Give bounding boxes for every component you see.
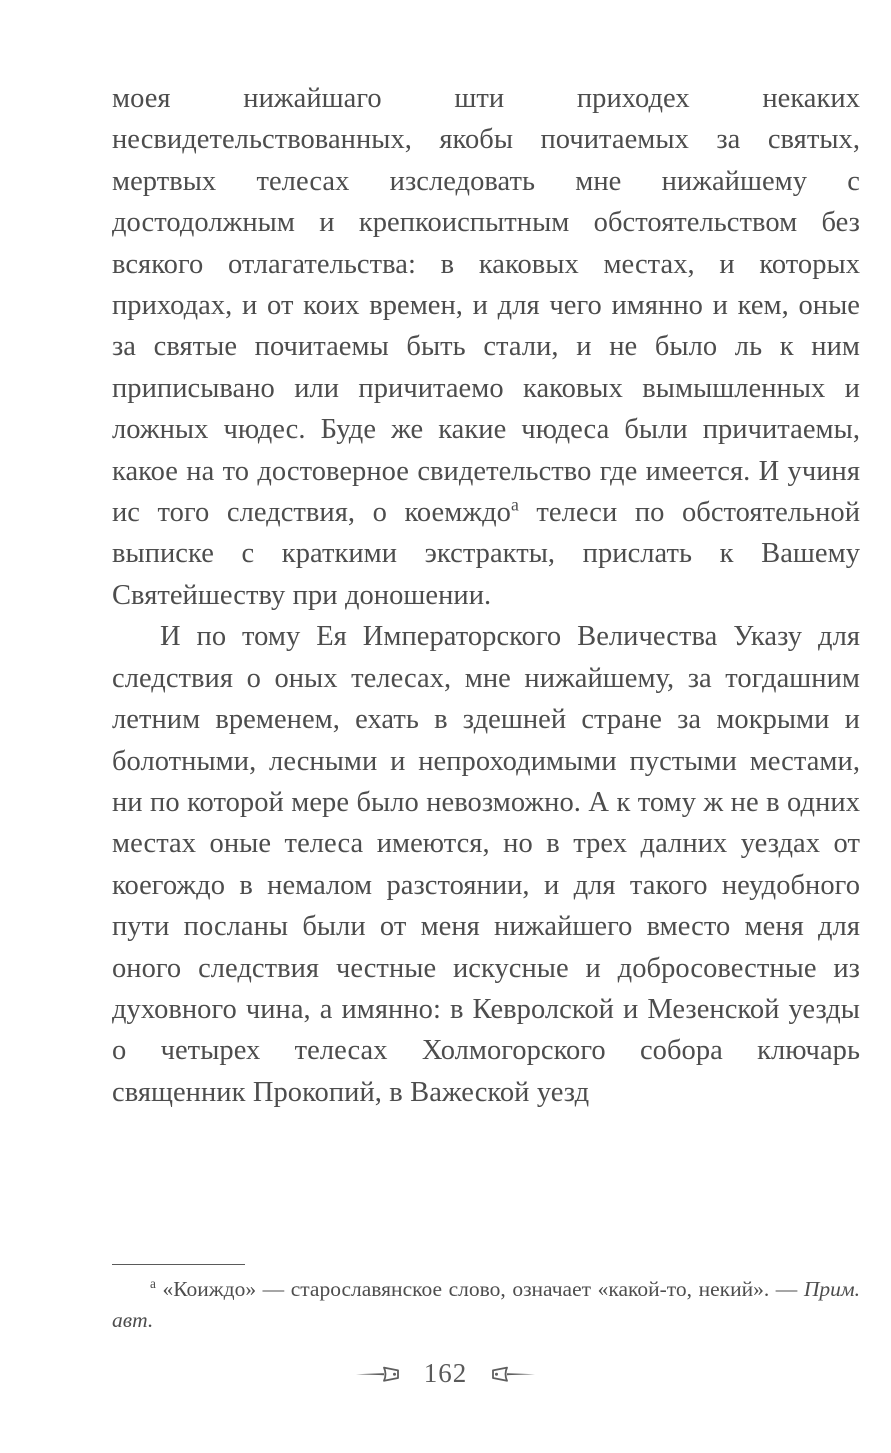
text-column bbox=[112, 78, 860, 1113]
body-paragraph-1 bbox=[112, 78, 860, 616]
footnote-attribution: Прим. авт. bbox=[112, 1277, 860, 1332]
footnote-marker: а bbox=[150, 1275, 156, 1291]
footnote-block bbox=[112, 1264, 860, 1336]
page-footer bbox=[0, 1358, 891, 1389]
body-paragraph-2: И по тому Ея Императорского Величества Указу для следствия о оных телесах, мне нижайшему, за тогдашним летним временем, ехать в здешней стране за мокрыми и болотными, лесными и непроходимыми пустыми местами, ни по которой мере было невозможно. А к тому ж не в одних местах оные телеса имеются, но в трех далних уездах от коегождо в немалом разстоянии, и для такого неудобного пути посланы были от меня нижайшего вместо меня для оного следствия честные искусные и добросовестные из духовного чина, а имянно: в Кевролской и Мезенской уезды о четырех телесах Холмогорского собора ключарь священник Прокопий, в Важеской уезд bbox=[112, 621, 860, 1108]
fleuron-right-icon bbox=[481, 1363, 537, 1385]
footnote-reference-marker[interactable]: а bbox=[510, 494, 519, 515]
page-number: 162 bbox=[423, 1358, 468, 1388]
paragraph-1-text: моея нижайшаго шти приходех некаких несвидетельствованных, якобы почитаемых за святых, мертвых телесах изследовать мне нижайшему с достодолжным и крепкоиспытным обстоятельством без всякого отлагательства: в каковых местах, и которых приходах, и от коих времен, и для чего имянно и кем, оные за святые почитаемы быть стали, и не было ль к ним приписывано или причитаемо каковых вымышленных и ложных чюдес. Буде же какие чюдеса были причитаемы, какое на то достоверное свидетельство где имеется. И учиня ис того следствия, о коемждо bbox=[112, 83, 860, 529]
footnote-entry bbox=[112, 1274, 860, 1336]
fleuron-left-icon bbox=[354, 1363, 410, 1385]
footnote-body-text: «Коиждо» — старославянское слово, означает «какой-то, некий». — bbox=[162, 1277, 804, 1301]
paragraph-1-continuation: телеси по обстоятельной выписке с краткими экстракты, прислать к Вашему Святейшеству при доношении. bbox=[112, 497, 860, 611]
footnote-separator-rule bbox=[112, 1264, 245, 1265]
